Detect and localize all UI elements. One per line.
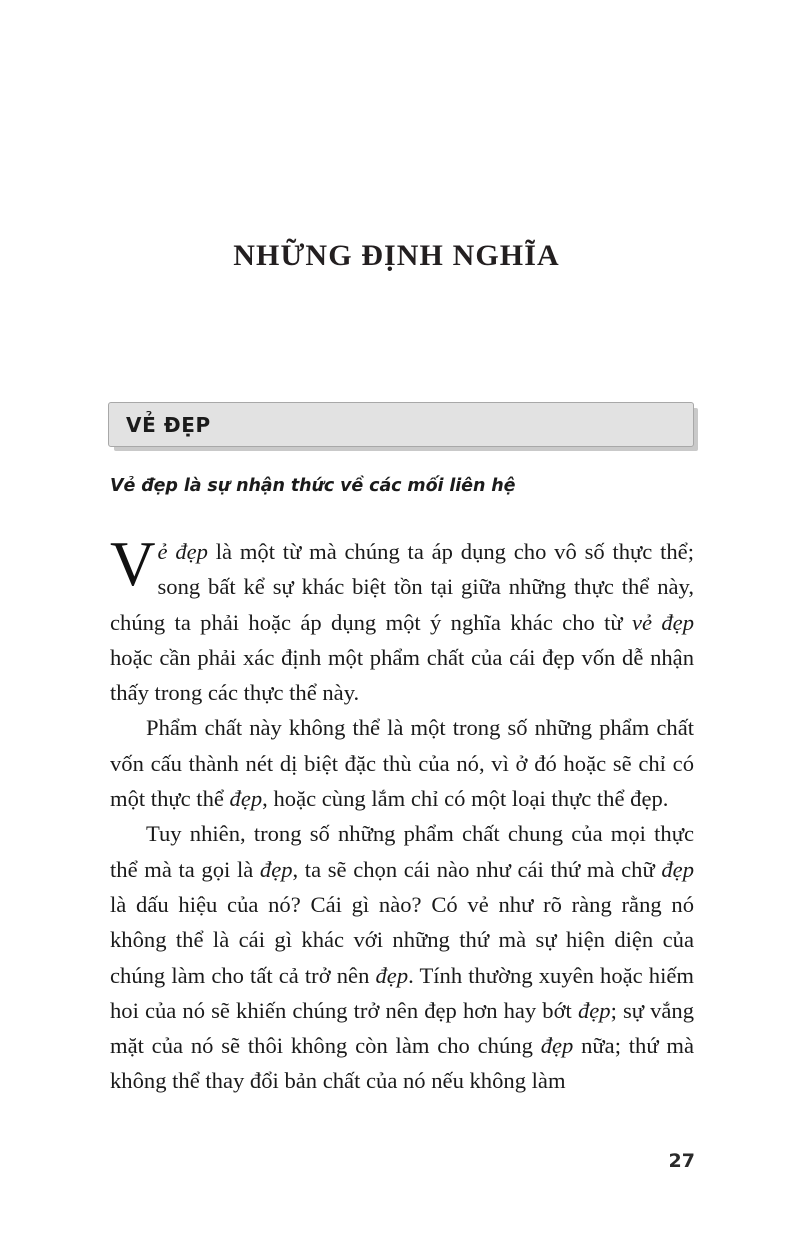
- section-heading-label: VẺ ĐẸP: [126, 412, 211, 437]
- paragraph-3: [110, 816, 694, 1098]
- paragraph-2-text: Phẩm chất này không thể là một trong số những phẩm chất vốn cấu thành nét dị biệt đặc thù của nó, vì ở đó hoặc sẽ chỉ có một thực thể đẹp, hoặc cùng lắm chỉ có một loại thực thể đẹp.: [110, 715, 694, 812]
- section-heading-box: [108, 402, 694, 447]
- drop-cap-letter: V: [110, 529, 156, 599]
- paragraph-1-text: ẻ đẹp là một từ mà chúng ta áp dụng cho vô số thực thể; song bất kể sự khác biệt tồn tại giữa những thực thể này, chúng ta phải hoặc áp dụng một ý nghĩa khác cho từ vẻ đẹp hoặc cần phải xác định một phẩm chất của cái đẹp vốn dễ nhận thấy trong các thực thể này.: [110, 539, 694, 706]
- page-number: 27: [668, 1150, 695, 1172]
- paragraph-1: [110, 529, 694, 710]
- sub-heading: Vẻ đẹp là sự nhận thức về các mối liên hệ: [110, 476, 516, 496]
- body-text-column: [110, 529, 695, 1099]
- paragraph-2: [110, 710, 694, 816]
- paragraph-3-text: Tuy nhiên, trong số những phẩm chất chung của mọi thực thể mà ta gọi là đẹp, ta sẽ chọn cái nào như cái thứ mà chữ đẹp là dấu hiệu của nó? Cái gì nào? Có vẻ như rõ ràng rằng nó không thể là cái gì khác với những thứ mà sự hiện diện của chúng làm cho tất cả trở nên đẹp. Tính thường xuyên hoặc hiếm hoi của nó sẽ khiến chúng trở nên đẹp hơn hay bớt đẹp; sự vắng mặt của nó sẽ thôi không còn làm cho chúng đẹp nữa; thứ mà không thể thay đổi bản chất của nó nếu không làm: [110, 821, 695, 1094]
- chapter-title: NHỮNG ĐỊNH NGHĨA: [233, 239, 560, 273]
